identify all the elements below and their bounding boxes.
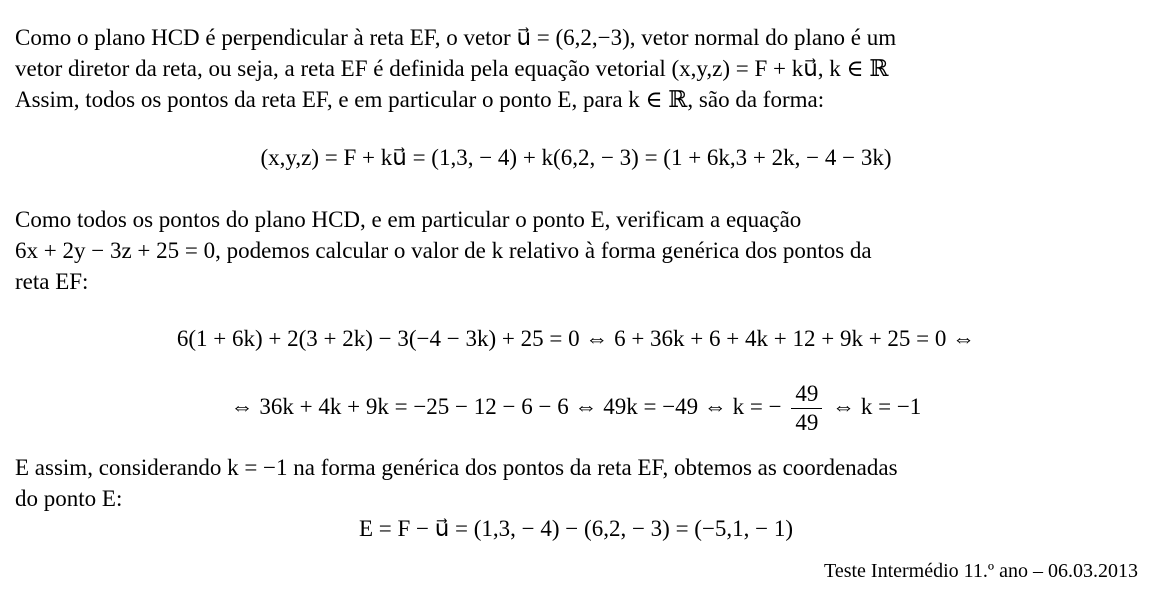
paragraph-1-line-2: vetor diretor da reta, ou seja, a reta EF é definida pela equação vetorial (x,y,z) = F + ku⃗, k ∈ ℝ bbox=[15, 56, 889, 81]
fraction-49-over-49 bbox=[791, 380, 822, 437]
paragraph-2-line-2: 6x + 2y − 3z + 25 = 0, podemos calcular o valor de k relativo à forma genérica dos pontos da bbox=[15, 238, 872, 263]
paragraph-3 bbox=[15, 452, 1139, 514]
paragraph-1-line-1: Como o plano HCD é perpendicular à reta EF, o vetor u⃗ = (6,2,−3), vetor normal do plano é um bbox=[15, 25, 897, 50]
paragraph-1 bbox=[15, 22, 1139, 115]
paragraph-2-line-3: reta EF: bbox=[15, 269, 89, 294]
equation-solve-k-left: ⇔ 36k + 4k + 9k = −25 − 12 − 6 − 6 ⇔ 49k = −49 ⇔ k = − bbox=[230, 393, 782, 419]
paragraph-3-line-2: do ponto E: bbox=[15, 486, 123, 511]
paragraph-3-line-1: E assim, considerando k = −1 na forma genérica dos pontos da reta EF, obtemos as coordenadas bbox=[15, 455, 898, 480]
fraction-denominator: 49 bbox=[795, 410, 819, 435]
paragraph-2-line-1: Como todos os pontos do plano HCD, e em particular o ponto E, verificam a equação bbox=[15, 207, 802, 232]
equation-line-parametric: (x,y,z) = F + ku⃗ = (1,3, − 4) + k(6,2, − 3) = (1 + 6k,3 + 2k, − 4 − 3k) bbox=[260, 145, 892, 170]
paragraph-1-line-3: Assim, todos os pontos da reta EF, e em particular o ponto E, para k ∈ ℝ, são da forma: bbox=[15, 87, 825, 112]
equation-substitution: 6(1 + 6k) + 2(3 + 2k) − 3(−4 − 3k) + 25 = 0 ⇔ 6 + 36k + 6 + 4k + 12 + 9k + 25 = 0 ⇔ bbox=[176, 326, 976, 351]
equation-solve-k-right: ⇔ k = −1 bbox=[832, 393, 922, 419]
equation-solve-k bbox=[0, 380, 1152, 437]
equation-point-e: E = F − u⃗ = (1,3, − 4) − (6,2, − 3) = (−5,1, − 1) bbox=[358, 516, 794, 541]
source-citation: Teste Intermédio 11.º ano – 06.03.2013 bbox=[824, 560, 1138, 582]
paragraph-2 bbox=[15, 204, 1139, 297]
fraction-numerator: 49 bbox=[791, 380, 822, 409]
